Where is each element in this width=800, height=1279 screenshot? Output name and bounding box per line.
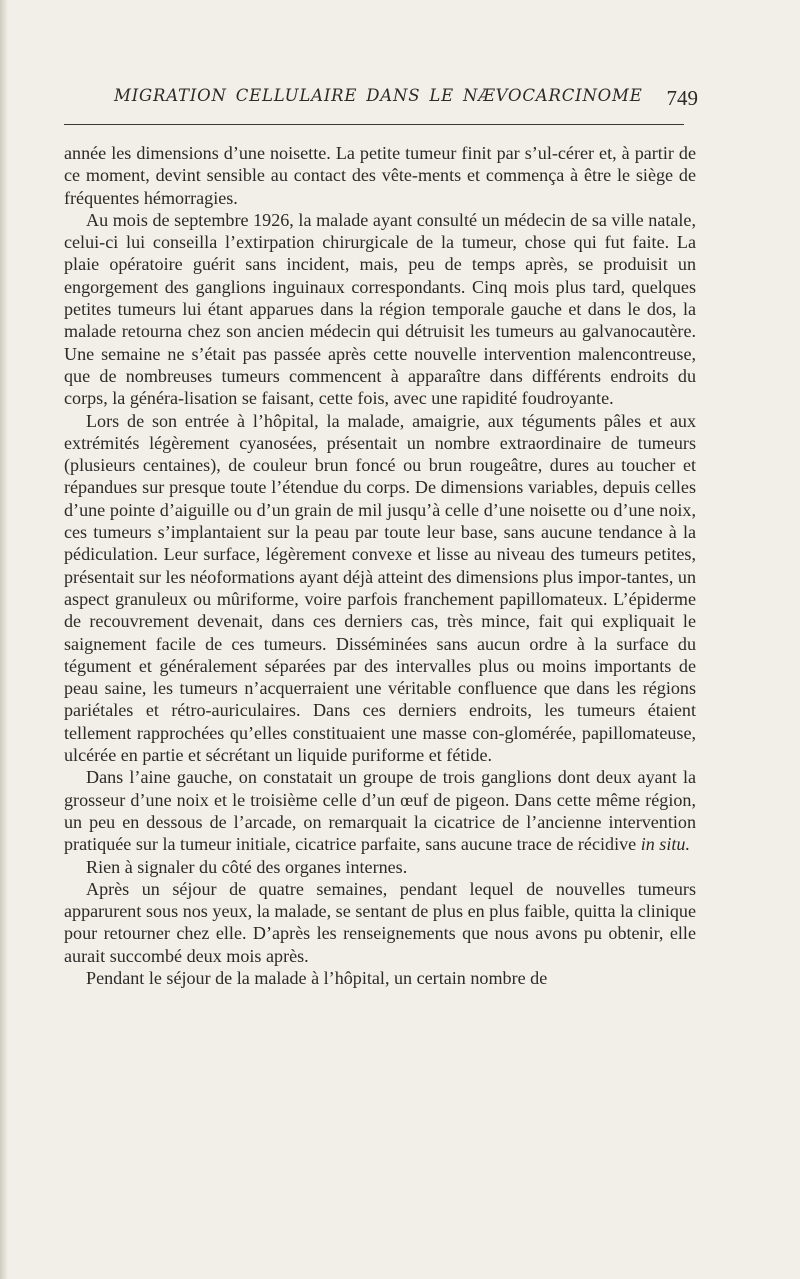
running-title: MIGRATION CELLULAIRE DANS LE NÆVOCARCINOME [114, 86, 643, 105]
header-rule [64, 124, 684, 125]
paragraph-4-text: Dans l’aine gauche, on constatait un groupe de trois ganglions dont deux ayant la grosseur d’une noix et le troisième celle d’un œuf de pigeon. Dans cette même région, un peu en dessous de l’arcade, on remarquait la cicatrice de l’ancienne intervention pratiquée sur la tumeur initiale, cicatrice parfaite, sans aucune trace de récidive [64, 767, 696, 855]
latin-term: in situ. [640, 834, 690, 855]
body-text [64, 142, 696, 989]
page-edge-shadow [0, 0, 8, 1279]
paragraph-5: Rien à signaler du côté des organes internes. [86, 856, 408, 877]
paragraph-3: Lors de son entrée à l’hôpital, la malade, amaigrie, aux téguments pâles et aux extrémités légèrement cyanosées, présentait un nombre extraordinaire de tumeurs (plusieurs centaines), de couleur brun foncé ou brun rougeâtre, dures au toucher et répandues sur presque toute l’étendue du corps. De dimensions variables, depuis celles d’une pointe d’aiguille ou d’un grain de mil jusqu’à celle d’une noisette ou d’une noix, ces tumeurs s’implantaient sur la peau par toute leur base, sans aucune tendance à la pédiculation. Leur surface, légèrement convexe et lisse au niveau des tumeurs petites, présentait sur les néoformations ayant déjà atteint des dimensions plus impor-tantes, un aspect granuleux ou mûriforme, voire parfois franchement papillomateux. L’épiderme de recouvrement devenait, dans ces derniers cas, très mince, fait qui expliquait le saignement facile de ces tumeurs. Disséminées sans aucun ordre à la surface du tégument et généralement séparées par des intervalles plus ou moins importants de peau saine, les tumeurs n’acquerraient une véritable confluence que dans les régions pariétales et rétro-auriculaires. Dans ces derniers endroits, les tumeurs étaient tellement rapprochées qu’elles constituaient une masse con-glomérée, papillomateuse, ulcérée en partie et sécrétant un liquide puriforme et fétide. [64, 410, 696, 766]
paragraph-2: Au mois de septembre 1926, la malade ayant consulté un médecin de sa ville natale, celui-ci lui conseilla l’extirpation chirurgicale de la tumeur, chose qui fut faite. La plaie opératoire guérit sans incident, mais, peu de temps après, se produisit un engorgement des ganglions inguinaux correspondants. Cinq mois plus tard, quelques petites tumeurs lui étant apparues dans la région temporale gauche et dans le dos, la malade retourna chez son ancien médecin qui détruisit les tumeurs au galvanocautère. Une semaine ne s’était pas passée après cette nouvelle intervention malencontreuse, que de nombreuses tumeurs commencent à apparaître dans différents endroits du corps, la généra-lisation se faisant, cette fois, avec une rapidité foudroyante. [64, 209, 696, 409]
paragraph-1: année les dimensions d’une noisette. La petite tumeur finit par s’ul-cérer et, à partir de ce moment, devint sensible au contact des vête-ments et commença à être le siège de fréquentes hémorragies. [64, 143, 696, 208]
paragraph-4 [64, 766, 696, 855]
page-header [64, 86, 704, 126]
paragraph-6: Après un séjour de quatre semaines, pendant lequel de nouvelles tumeurs apparurent sous nos yeux, la malade, se sentant de plus en plus faible, quitta la clinique pour retourner chez elle. D’après les renseignements que nous avons pu obtenir, elle aurait succombé deux mois après. [64, 878, 696, 966]
page-number: 749 [666, 86, 698, 110]
paragraph-7: Pendant le séjour de la malade à l’hôpital, un certain nombre de [86, 967, 548, 988]
